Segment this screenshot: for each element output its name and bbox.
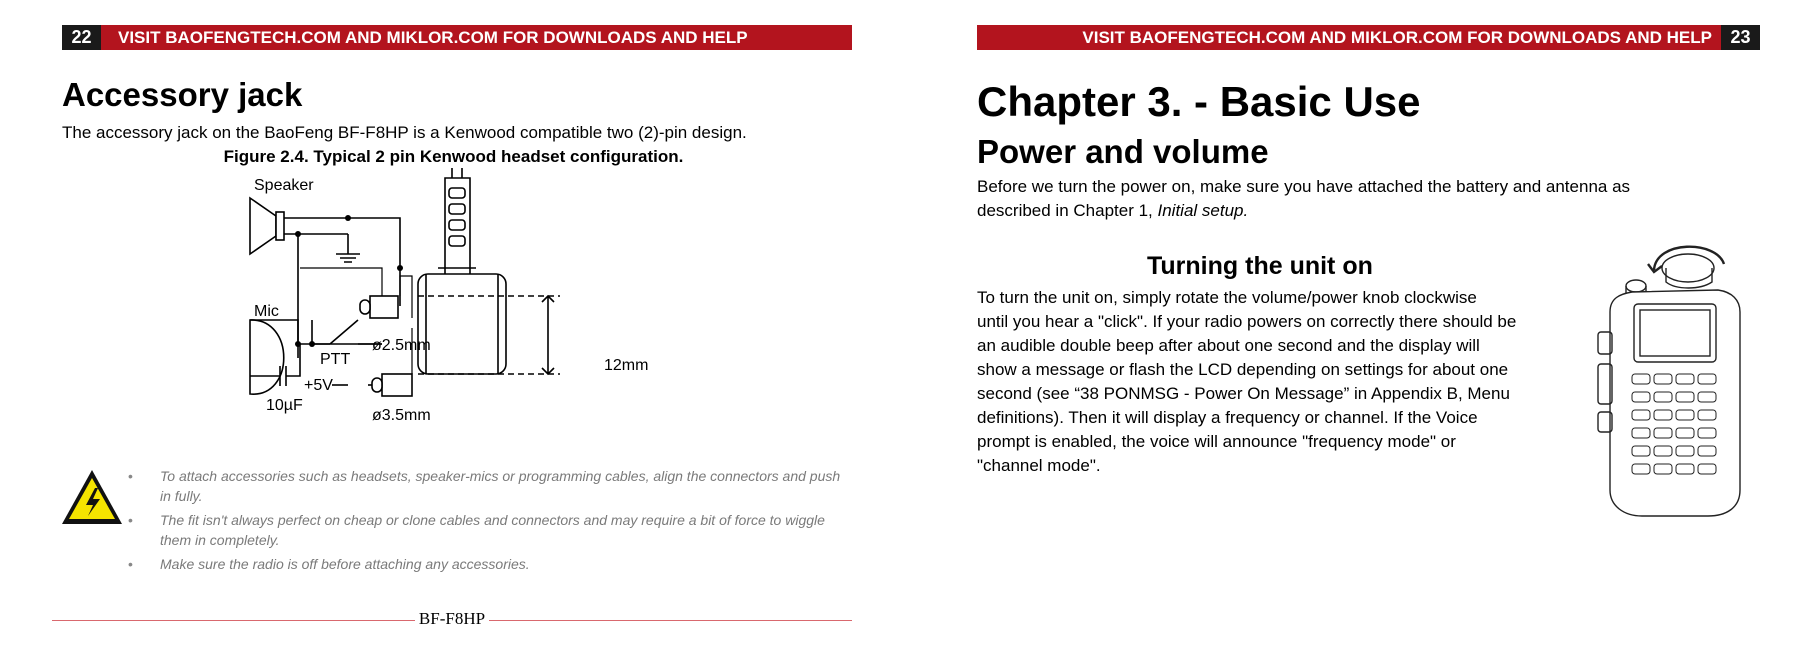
speaker-symbol: [250, 198, 276, 254]
label-ptt: PTT: [320, 351, 351, 368]
headset-wiring-diagram: [240, 168, 680, 433]
italic-reference: Initial setup.: [1157, 201, 1249, 220]
paragraph-line: [977, 199, 1630, 223]
bullet-icon: •: [128, 468, 133, 484]
chapter-title: Chapter 3. - Basic Use: [977, 78, 1421, 125]
list-item: [128, 554, 848, 574]
bullet-icon: •: [128, 556, 133, 572]
paragraph-line: Before we turn the power on, make sure you have attached the battery and antenna as: [977, 177, 1631, 196]
header-banner: [62, 25, 852, 50]
subsection-title: Turning the unit on: [1147, 252, 1373, 280]
label-spacing: 12mm: [604, 357, 649, 374]
label-speaker: Speaker: [254, 177, 314, 194]
radio-knob-illustration: [1596, 240, 1766, 522]
paragraph-line: second (see “38 PONMSG - Power On Message” in Appendix B, Menu: [977, 384, 1510, 403]
turning-on-paragraph: [977, 286, 1516, 478]
note-text: The fit isn't always perfect on cheap or clone cables and connectors and may require a bit of force to wiggle them in completely.: [160, 512, 825, 548]
note-text: To attach accessories such as headsets, speaker-mics or programming cables, align the connectors and push in fully.: [160, 468, 841, 504]
high-voltage-warning-icon: [60, 468, 124, 526]
page-number: 23: [1721, 25, 1760, 50]
paragraph-line: an audible double beep after about one second and the display will: [977, 336, 1480, 355]
banner-text: VISIT BAOFENGTECH.COM AND MIKLOR.COM FOR DOWNLOADS AND HELP: [1082, 28, 1712, 47]
paragraph-line: prompt is enabled, the voice will announce "frequency mode" or: [977, 432, 1456, 451]
section-title: Accessory jack: [62, 76, 303, 113]
note-text: Make sure the radio is off before attaching any accessories.: [160, 556, 530, 572]
label-mic: Mic: [254, 303, 279, 320]
power-paragraph: [977, 175, 1630, 223]
page-number: 22: [62, 25, 101, 50]
label-capacitor: 10µF: [266, 397, 303, 414]
line-text: described in Chapter 1,: [977, 201, 1158, 220]
footer-label: BF-F8HP: [415, 609, 489, 629]
banner-text: VISIT BAOFENGTECH.COM AND MIKLOR.COM FOR DOWNLOADS AND HELP: [118, 28, 748, 47]
paragraph-line: definitions). Then it will display a frequency or channel. If the Voice: [977, 408, 1478, 427]
section-title: Power and volume: [977, 133, 1269, 170]
paragraph-line: To turn the unit on, simply rotate the volume/power knob clockwise: [977, 288, 1477, 307]
paragraph-line: until you hear a "click". If your radio powers on correctly there should be: [977, 312, 1517, 331]
label-jack-large: ø3.5mm: [372, 407, 431, 424]
figure-caption: Figure 2.4. Typical 2 pin Kenwood headset configuration.: [223, 147, 684, 166]
bullet-icon: •: [128, 512, 133, 528]
header-banner: [977, 25, 1760, 50]
list-item: [128, 466, 848, 506]
intro-paragraph: The accessory jack on the BaoFeng BF-F8HP is a Kenwood compatible two (2)-pin design.: [62, 123, 747, 142]
paragraph-line: show a message or flash the LCD depending on settings for about one: [977, 360, 1509, 379]
mic-symbol: [250, 320, 284, 394]
list-item: [128, 510, 848, 550]
paragraph-line: "channel mode".: [977, 456, 1101, 475]
label-jack-small: ø2.5mm: [372, 337, 431, 354]
notes-list: [128, 466, 848, 578]
label-voltage: +5V: [304, 377, 333, 394]
